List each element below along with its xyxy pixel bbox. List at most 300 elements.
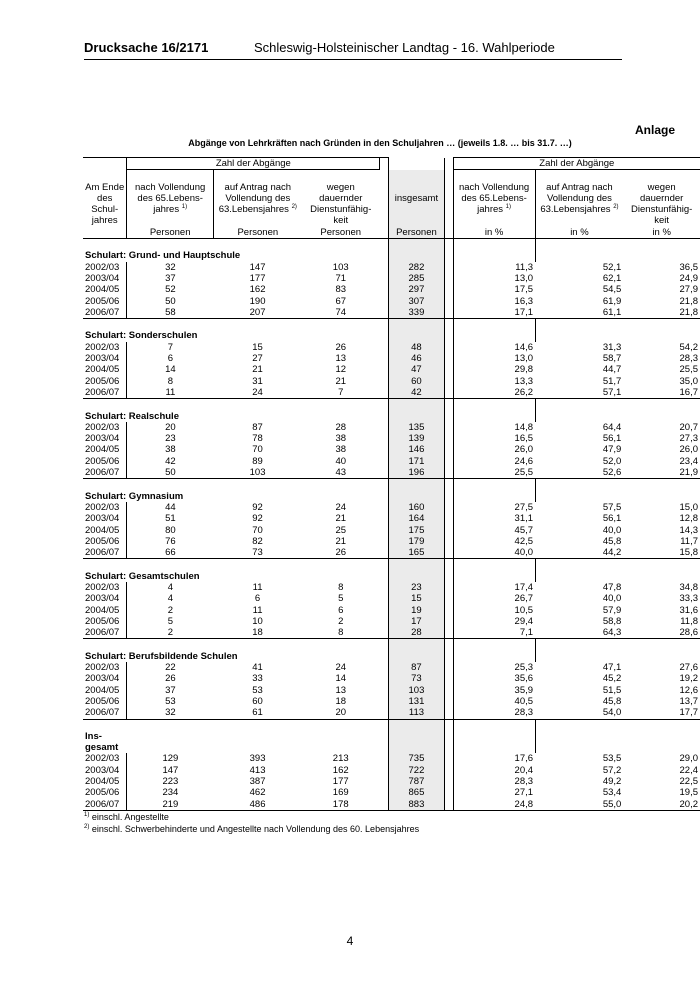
school-year: 2005/06 <box>83 787 127 798</box>
head-c3: keit <box>333 215 349 227</box>
school-year: 2002/03 <box>83 753 127 764</box>
school-year: 2005/06 <box>83 616 127 627</box>
cell-pct-age63: 44,2 <box>535 547 623 559</box>
school-year: 2006/07 <box>83 387 127 399</box>
cell-age65: 80 <box>165 524 176 536</box>
cell-age63: 53 <box>252 684 263 696</box>
table-row <box>83 307 700 319</box>
unit-label: Personen <box>302 227 380 239</box>
cell-age65: 22 <box>165 662 176 674</box>
spacer-row <box>83 399 700 411</box>
school-year: 2006/07 <box>83 307 127 319</box>
cell-pct-age65: 20,4 <box>453 765 535 776</box>
spacer-row <box>83 319 700 331</box>
units-row <box>83 227 700 239</box>
table-row <box>83 296 700 307</box>
spacer-row <box>83 239 700 251</box>
cell-pct-disability: 12,6 <box>679 684 698 696</box>
cell-pct-age65: 11,3 <box>453 262 535 273</box>
table-row <box>83 433 700 444</box>
cell-total: 139 <box>389 433 445 444</box>
head-c7: wegen <box>647 181 676 193</box>
cell-age65: 26 <box>165 673 176 685</box>
cell-pct-age65: 13,0 <box>453 273 535 284</box>
cell-pct-disability: 21,9 <box>623 467 700 479</box>
head-c5 <box>453 215 535 226</box>
table-row <box>83 387 700 399</box>
school-year: 2005/06 <box>83 296 127 307</box>
cell-age65: 51 <box>165 513 176 525</box>
cell-total: 23 <box>389 582 445 593</box>
cell-disability: 13 <box>335 353 347 365</box>
cell-pct-age65: 25,5 <box>453 467 535 479</box>
cell-age65: 38 <box>165 444 176 456</box>
spacer <box>389 158 445 170</box>
cell-pct-age63: 52,0 <box>602 455 622 467</box>
cell-pct-age65: 25,3 <box>453 662 535 673</box>
cell-disability: 21 <box>335 375 347 387</box>
cell-pct-age65: 13,0 <box>453 353 535 364</box>
cell-age63: 78 <box>252 433 263 445</box>
cell-pct-disability: 15,8 <box>623 547 700 559</box>
cell-total: 17 <box>389 616 445 627</box>
cell-disability: 26 <box>335 341 347 353</box>
cell-total: 19 <box>389 605 445 616</box>
cell-pct-disability: 28,3 <box>679 353 698 365</box>
spacer <box>444 158 453 170</box>
unit-label: in % <box>623 227 700 239</box>
head-c1: nach Vollendung <box>127 182 214 193</box>
cell-age65: 4 <box>167 593 174 605</box>
table-row <box>83 513 700 524</box>
spacer-row <box>83 479 700 491</box>
head-c3: dauernder <box>319 192 363 204</box>
school-year: 2006/07 <box>83 547 127 559</box>
cell-pct-age65: 24,8 <box>453 799 535 811</box>
cell-age63: 82 <box>252 535 263 547</box>
cell-pct-age63: 45,8 <box>602 535 622 547</box>
cell-age65: 58 <box>127 307 214 319</box>
cell-age65: 234 <box>162 787 179 799</box>
cell-pct-age63: 62,1 <box>602 272 622 284</box>
head-text: jahres <box>153 204 180 216</box>
cell-pct-age65: 26,0 <box>453 444 535 455</box>
school-year: 2003/04 <box>83 765 127 776</box>
cell-disability: 12 <box>335 364 347 376</box>
column-head-row <box>83 193 700 204</box>
cell-disability: 26 <box>302 547 380 559</box>
table-row <box>83 536 700 547</box>
cell-age65: 5 <box>167 615 174 627</box>
cell-disability: 103 <box>332 261 349 273</box>
cell-pct-age63: 54,0 <box>535 707 623 719</box>
cell-pct-disability: 19,5 <box>679 787 698 799</box>
cell-age65: 6 <box>167 353 174 365</box>
cell-age65: 37 <box>165 272 176 284</box>
blank-row <box>83 170 700 182</box>
cell-disability: 71 <box>335 272 347 284</box>
header-corner <box>83 158 127 170</box>
head-c6 <box>535 204 623 215</box>
document-number: Drucksache 16/2171 <box>84 40 209 55</box>
table-row <box>83 456 700 467</box>
school-year: 2006/07 <box>83 467 127 479</box>
cell-age63: 21 <box>252 364 263 376</box>
cell-age63: 147 <box>249 261 266 273</box>
cell-disability: 8 <box>302 627 380 639</box>
cell-age65: 44 <box>165 501 176 513</box>
cell-age65: 32 <box>165 261 176 273</box>
cell-total: 883 <box>389 799 445 811</box>
year-head: jahres <box>83 215 127 226</box>
cell-total: 135 <box>389 422 445 433</box>
table-row <box>83 662 700 673</box>
cell-pct-age63: 40,0 <box>602 593 622 605</box>
cell-age65: 42 <box>165 455 176 467</box>
cell-disability: 14 <box>335 673 347 685</box>
unit-label: in % <box>453 227 535 239</box>
section-title-row <box>83 330 700 341</box>
cell-total: 175 <box>389 525 445 536</box>
cell-total: 15 <box>389 593 445 604</box>
cell-age65: 23 <box>165 433 176 445</box>
cell-pct-age63: 57,2 <box>602 764 622 776</box>
cell-age65: 20 <box>165 421 176 433</box>
school-year: 2003/04 <box>83 513 127 524</box>
cell-pct-age65: 40,5 <box>453 696 535 707</box>
school-year: 2005/06 <box>83 376 127 387</box>
cell-total: 28 <box>389 627 445 639</box>
school-year: 2004/05 <box>83 284 127 295</box>
footnote-2: $^{2)}$ einschl. Schwerbehinderte und Angestellte nach Vollendung des 60. Lebensjahres <box>84 824 420 834</box>
school-year: 2002/03 <box>83 662 127 673</box>
table-row <box>83 342 700 353</box>
cell-age63: 462 <box>249 787 266 799</box>
section-title-row <box>83 250 700 261</box>
cell-pct-disability: 21,8 <box>623 307 700 319</box>
cell-pct-disability: 36,5 <box>679 261 698 273</box>
group-header-left: Zahl der Abgänge <box>127 158 380 170</box>
head-c6: Vollendung des <box>546 192 612 204</box>
cell-pct-disability: 16,7 <box>623 387 700 399</box>
cell-disability: 24 <box>335 662 347 674</box>
cell-pct-disability: 26,0 <box>679 444 698 456</box>
cell-total: 165 <box>389 547 445 559</box>
table-row <box>83 696 700 707</box>
table-row <box>83 685 700 696</box>
cell-age63: 24 <box>213 387 301 399</box>
cell-pct-age63: 51,7 <box>602 375 622 387</box>
cell-total: 46 <box>389 353 445 364</box>
cell-total: 164 <box>389 513 445 524</box>
table-row <box>83 467 700 479</box>
school-year: 2004/05 <box>83 776 127 787</box>
cell-age63: 207 <box>213 307 301 319</box>
cell-pct-disability: 14,3 <box>679 524 698 536</box>
cell-pct-disability: 28,6 <box>623 627 700 639</box>
cell-total: 146 <box>389 444 445 455</box>
group-header-row <box>83 158 700 170</box>
footnote-mark: 2) <box>291 204 297 211</box>
school-year: 2005/06 <box>83 456 127 467</box>
school-year: 2006/07 <box>83 799 127 811</box>
table-row <box>83 444 700 455</box>
cell-disability: 8 <box>338 581 344 593</box>
cell-pct-age65: 7,1 <box>453 627 535 639</box>
school-year: 2006/07 <box>83 707 127 719</box>
cell-pct-age65: 13,3 <box>453 376 535 387</box>
cell-total: 47 <box>389 364 445 375</box>
spacer-row <box>83 559 700 571</box>
cell-age63: 413 <box>249 764 266 776</box>
cell-pct-disability: 15,0 <box>679 501 698 513</box>
cell-age65: 11 <box>127 387 214 399</box>
cell-pct-disability: 54,2 <box>679 341 698 353</box>
table-row <box>83 673 700 684</box>
table-row <box>83 284 700 295</box>
cell-pct-age65: 14,6 <box>453 342 535 353</box>
header-rule <box>84 59 622 60</box>
cell-pct-age63: 61,9 <box>602 295 622 307</box>
cell-pct-age65: 31,1 <box>453 513 535 524</box>
cell-pct-age65: 17,1 <box>453 307 535 319</box>
cell-pct-age65: 10,5 <box>453 605 535 616</box>
school-year: 2004/05 <box>83 685 127 696</box>
cell-pct-age65: 35,9 <box>453 685 535 696</box>
spacer-row <box>83 639 700 651</box>
head-c3: wegen <box>326 181 355 193</box>
cell-pct-disability: 24,9 <box>679 272 698 284</box>
cell-age63: 177 <box>249 272 266 284</box>
unit-label: Personen <box>213 227 301 239</box>
section-title: gesamt <box>85 742 119 754</box>
cell-age63: 18 <box>213 627 301 639</box>
table-row <box>83 262 700 273</box>
table-row <box>83 753 700 764</box>
head-c6 <box>535 215 623 226</box>
year-head: Am Ende <box>83 182 127 193</box>
cell-pct-disability: 25,5 <box>679 364 698 376</box>
head-c6: auf Antrag nach <box>546 181 613 193</box>
table-row <box>83 627 700 639</box>
cell-age63: 70 <box>252 524 263 536</box>
column-head-row <box>83 215 700 226</box>
cell-disability: 18 <box>335 695 347 707</box>
column-head-row <box>83 182 700 193</box>
cell-age63: 31 <box>252 375 263 387</box>
cell-pct-age63: 58,7 <box>602 353 622 365</box>
cell-pct-disability: 22,5 <box>679 776 698 788</box>
cell-pct-age63: 54,5 <box>602 284 622 296</box>
school-year: 2004/05 <box>83 605 127 616</box>
cell-age63: 10 <box>252 615 263 627</box>
cell-age63: 92 <box>252 513 263 525</box>
cell-total: 339 <box>389 307 445 319</box>
head-c5: nach Vollendung <box>453 182 535 193</box>
cell-pct-age65: 16,3 <box>453 296 535 307</box>
cell-age65: 129 <box>162 753 179 765</box>
cell-pct-age63: 51,5 <box>602 684 622 696</box>
cell-pct-age63: 45,2 <box>602 673 622 685</box>
head-c3: Dienstunfähig- <box>310 204 372 216</box>
cell-pct-age63: 49,2 <box>602 776 622 788</box>
section-title-row <box>83 651 700 662</box>
cell-pct-age65: 27,5 <box>453 502 535 513</box>
cell-age63: 60 <box>252 695 263 707</box>
cell-pct-disability: 12,8 <box>679 513 698 525</box>
footnote-mark: 1) <box>181 204 188 211</box>
cell-disability: 169 <box>332 787 349 799</box>
cell-pct-age65: 29,4 <box>453 616 535 627</box>
page-number: 4 <box>346 934 354 948</box>
cell-age63: 103 <box>213 467 301 479</box>
school-year: 2003/04 <box>83 273 127 284</box>
cell-disability: 2 <box>338 615 344 627</box>
school-year: 2005/06 <box>83 536 127 547</box>
cell-pct-disability: 21,8 <box>679 295 698 307</box>
table-row <box>83 547 700 559</box>
cell-disability: 38 <box>335 433 347 445</box>
head-c7: keit <box>654 215 670 227</box>
school-year: 2003/04 <box>83 433 127 444</box>
table-row <box>83 765 700 776</box>
table-row <box>83 502 700 513</box>
cell-age63: 6 <box>254 593 261 605</box>
cell-pct-age65: 24,6 <box>453 456 535 467</box>
cell-pct-age65: 17,4 <box>453 582 535 593</box>
cell-pct-age63: 61,1 <box>535 307 623 319</box>
cell-pct-age63: 52,1 <box>602 261 622 273</box>
cell-pct-disability: 27,3 <box>679 433 698 445</box>
cell-total: 103 <box>389 685 445 696</box>
cell-pct-disability: 33,3 <box>679 593 698 605</box>
school-year: 2002/03 <box>83 422 127 433</box>
cell-disability: 74 <box>302 307 380 319</box>
cell-total: 87 <box>389 662 445 673</box>
cell-pct-age63: 47,1 <box>602 662 622 674</box>
cell-age65: 14 <box>165 364 176 376</box>
cell-pct-disability: 22,4 <box>679 764 698 776</box>
head-c7: Dienstunfähig- <box>631 204 693 216</box>
cell-pct-age65: 45,7 <box>453 525 535 536</box>
cell-disability: 21 <box>335 535 347 547</box>
unit-label: Personen <box>127 227 214 239</box>
cell-pct-age63: 55,0 <box>535 799 623 811</box>
cell-pct-age63: 44,7 <box>602 364 622 376</box>
cell-pct-disability: 29,0 <box>679 753 698 765</box>
unit-label: in % <box>535 227 623 239</box>
cell-age65: 4 <box>167 581 174 593</box>
table-row <box>83 273 700 284</box>
cell-disability: 6 <box>338 604 344 616</box>
cell-total: 722 <box>389 765 445 776</box>
school-year: 2005/06 <box>83 696 127 707</box>
cell-age63: 73 <box>213 547 301 559</box>
table-row <box>83 593 700 604</box>
cell-disability: 20 <box>302 707 380 719</box>
table-row <box>83 707 700 719</box>
head-c1 <box>127 215 214 226</box>
cell-pct-age65: 40,0 <box>453 547 535 559</box>
school-year: 2004/05 <box>83 525 127 536</box>
table-row <box>83 582 700 593</box>
cell-pct-age63: 64,3 <box>535 627 623 639</box>
year-head: Schul- <box>83 204 127 215</box>
cell-age63: 41 <box>252 662 263 674</box>
section-title: Schulart: Berufsbildende Schulen <box>85 650 238 662</box>
head-c7: dauernder <box>640 192 684 204</box>
cell-age63: 27 <box>252 353 263 365</box>
head-c2 <box>213 204 301 215</box>
cell-disability: 43 <box>302 467 380 479</box>
cell-pct-age63: 40,0 <box>602 524 622 536</box>
cell-pct-age63: 57,1 <box>535 387 623 399</box>
cell-age65: 219 <box>127 799 214 811</box>
column-head-row <box>83 204 700 215</box>
section-title-row <box>83 742 700 753</box>
cell-age65: 53 <box>165 695 176 707</box>
cell-pct-disability: 34,8 <box>679 581 698 593</box>
cell-pct-age63: 47,8 <box>602 581 622 593</box>
school-year: 2002/03 <box>83 582 127 593</box>
head-c4: insgesamt <box>389 193 445 204</box>
cell-total: 73 <box>389 673 445 684</box>
cell-age65: 8 <box>167 375 174 387</box>
cell-total: 160 <box>389 502 445 513</box>
section-title: Ins- <box>85 730 102 742</box>
cell-pct-disability: 20,7 <box>679 421 698 433</box>
footnote-1: $^{1)}$ einschl. Angestellte <box>84 812 169 822</box>
section-title: Schulart: Realschule <box>85 410 179 422</box>
cell-age65: 2 <box>127 627 214 639</box>
table-row <box>83 799 700 811</box>
head-c1 <box>127 204 214 215</box>
cell-pct-age63: 57,9 <box>602 604 622 616</box>
data-table <box>83 157 700 811</box>
cell-total: 307 <box>389 296 445 307</box>
cell-age63: 89 <box>252 455 263 467</box>
cell-age63: 162 <box>249 284 266 296</box>
section-title-row <box>83 571 700 582</box>
cell-pct-age63: 53,5 <box>602 753 622 765</box>
school-year: 2004/05 <box>83 444 127 455</box>
cell-pct-age63: 47,9 <box>602 444 622 456</box>
cell-pct-disability: 19,2 <box>679 673 698 685</box>
cell-age65: 52 <box>165 284 176 296</box>
cell-disability: 7 <box>302 387 380 399</box>
head-text: jahres <box>477 204 504 216</box>
school-year: 2002/03 <box>83 502 127 513</box>
section-title: Schulart: Grund- und Hauptschule <box>85 250 241 262</box>
cell-pct-disability: 17,7 <box>623 707 700 719</box>
cell-total: 60 <box>389 376 445 387</box>
cell-pct-disability: 27,9 <box>679 284 698 296</box>
cell-total: 48 <box>389 342 445 353</box>
cell-pct-disability: 11,8 <box>680 615 698 627</box>
cell-pct-age65: 42,5 <box>453 536 535 547</box>
cell-total: 285 <box>389 273 445 284</box>
school-year: 2002/03 <box>83 262 127 273</box>
head-c2 <box>213 215 301 226</box>
footnote-mark: 2) <box>613 204 619 211</box>
cell-disability: 28 <box>335 421 347 433</box>
cell-pct-age65: 29,8 <box>453 364 535 375</box>
cell-pct-age65: 16,5 <box>453 433 535 444</box>
cell-pct-age65: 35,6 <box>453 673 535 684</box>
cell-disability: 213 <box>332 753 349 765</box>
section-title: Schulart: Gesamtschulen <box>85 570 200 582</box>
cell-age65: 147 <box>162 764 179 776</box>
